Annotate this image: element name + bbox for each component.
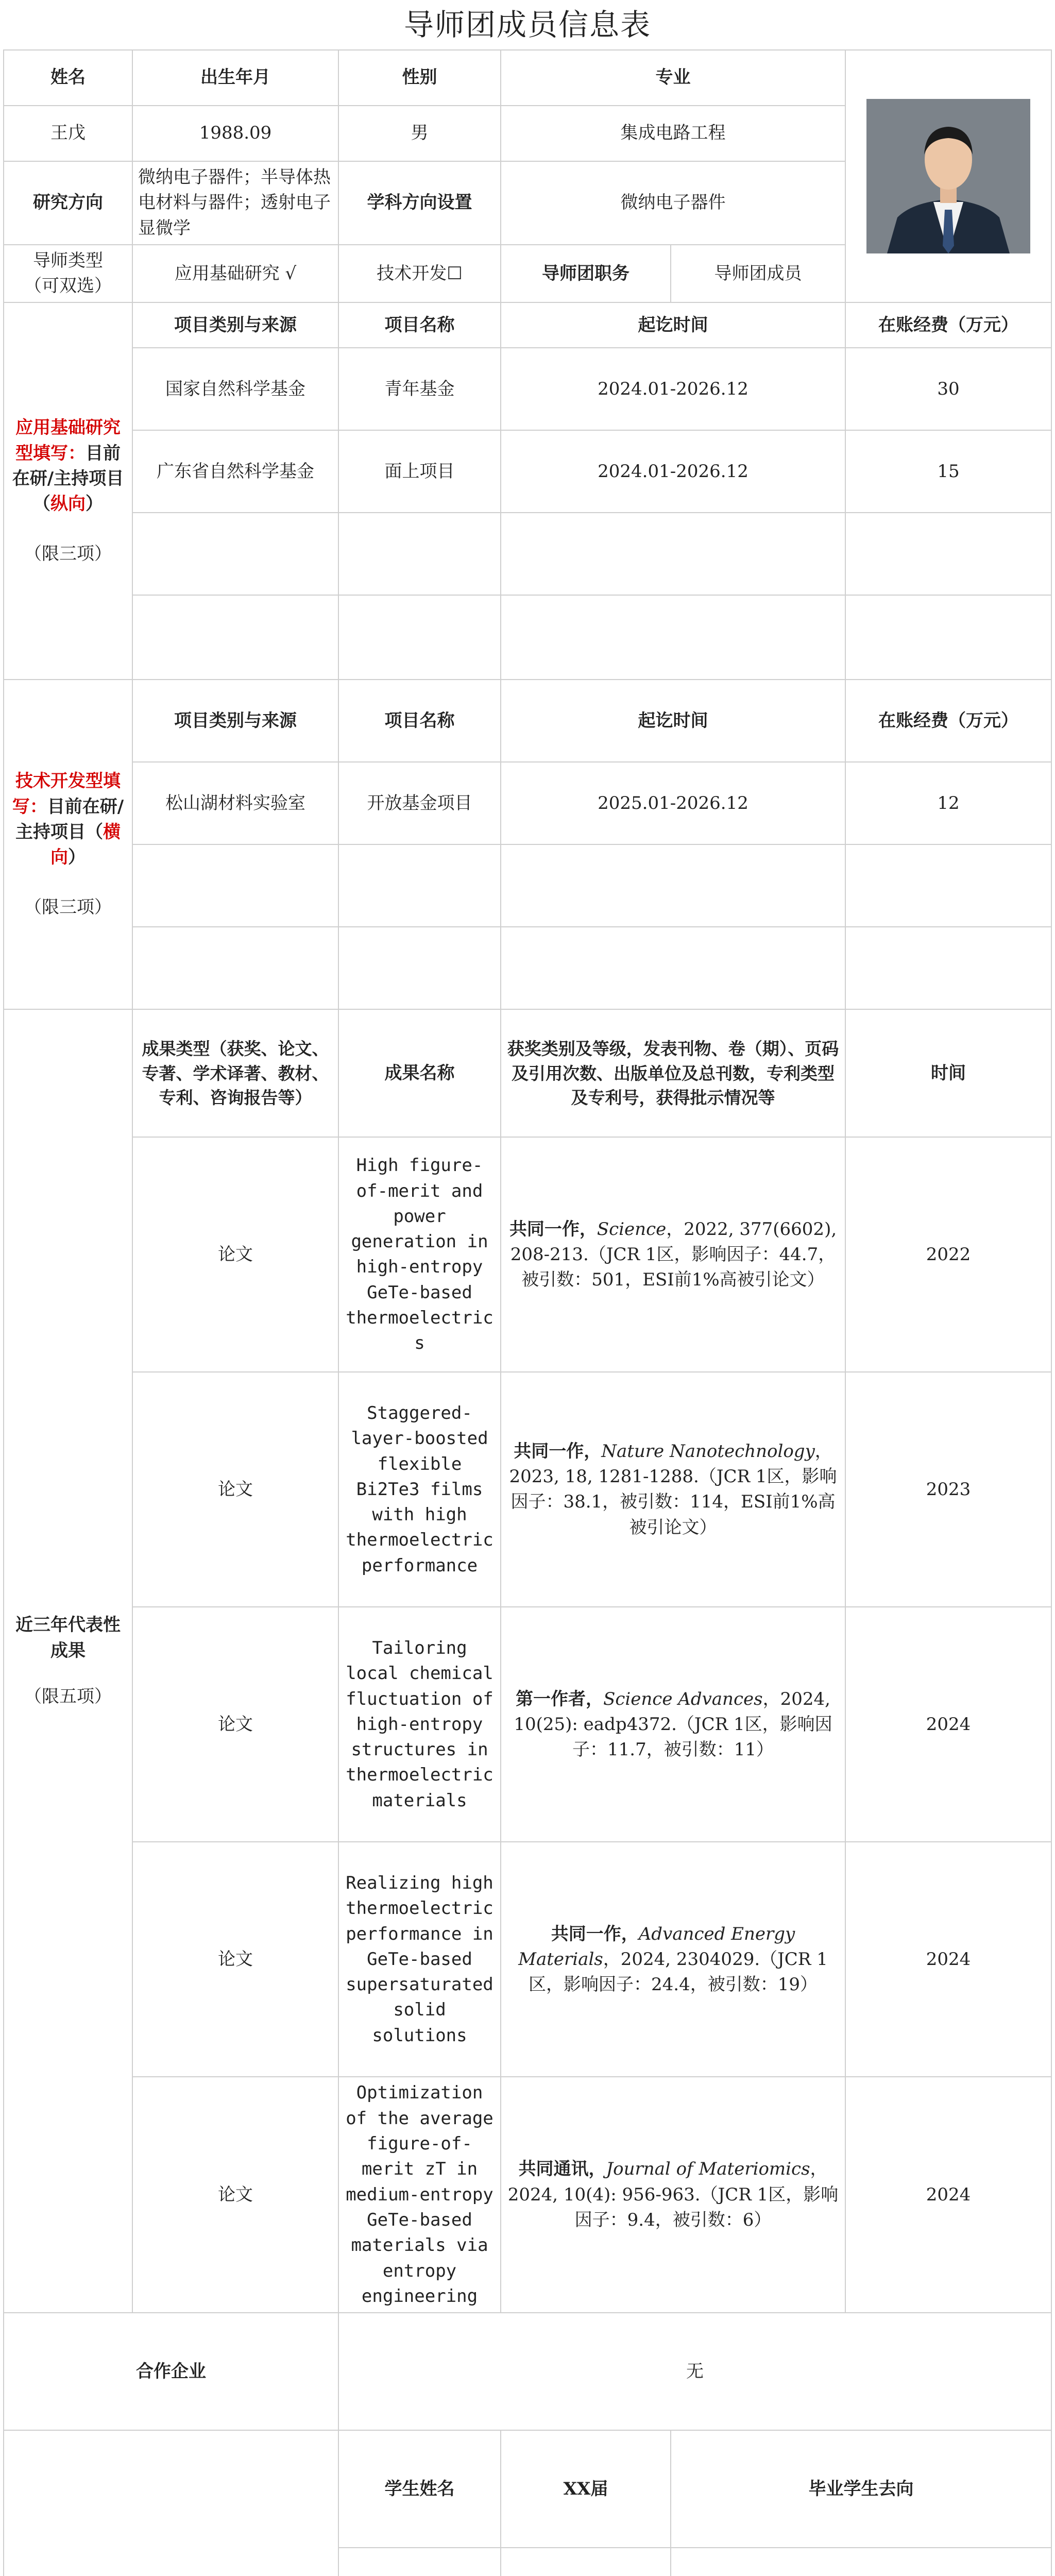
partner-label: 合作企业: [4, 2313, 338, 2430]
vertical-row-period: 2024.01-2026.12: [501, 348, 845, 430]
achievement-role: 共同一作，: [551, 1923, 639, 1944]
horizontal-row-name: [338, 844, 501, 927]
graduates-header-destination: 毕业学生去向: [671, 2430, 1051, 2548]
horizontal-limit: （限三项）: [24, 897, 112, 918]
vertical-limit: （限三项）: [24, 544, 112, 565]
vertical-row-period: [501, 513, 845, 595]
vertical-row-source: 国家自然科学基金: [132, 348, 338, 430]
achievement-journal: Journal of Materiomics: [606, 2159, 810, 2180]
horizontal-row-period: [501, 927, 845, 1009]
achievement-role: 第一作者，: [516, 1688, 604, 1709]
achievement-citation: [501, 1372, 845, 1607]
vertical-row-source: [132, 513, 338, 595]
horizontal-projects-label: [4, 680, 132, 1009]
page-title: 导师团成员信息表: [403, 7, 651, 42]
vertical-header-period: 起讫时间: [501, 302, 845, 348]
birth-label: 出生年月: [132, 50, 338, 106]
team-role-label: 导师团职务: [501, 245, 671, 303]
research-value: 微纳电子器件；半导体热电材料与器件；透射电子显微学: [132, 161, 338, 245]
achievement-header-name: 成果名称: [338, 1009, 501, 1137]
achievement-type: 论文: [132, 1607, 338, 1842]
vertical-header-name: 项目名称: [338, 302, 501, 348]
achievement-journal: Nature Nanotechnology: [601, 1440, 815, 1462]
achievement-type: 论文: [132, 1372, 338, 1607]
vertical-row-name: 青年基金: [338, 348, 501, 430]
achievement-year: 2023: [845, 1372, 1051, 1607]
horizontal-row-funds: [845, 844, 1051, 927]
vertical-row-source: [132, 595, 338, 680]
portrait-photo: [866, 99, 1030, 253]
gender-value: 男: [338, 106, 501, 161]
vertical-row-name: 面上项目: [338, 430, 501, 513]
graduate-name: [338, 2548, 501, 2576]
achievements-label-text: 近三年代表性成果: [15, 1615, 121, 1661]
graduates-header-class: XX届: [501, 2430, 671, 2548]
horizontal-row-source: [132, 844, 338, 927]
achievement-citation: [501, 1137, 845, 1372]
achievement-header-year: 时间: [845, 1009, 1051, 1137]
horizontal-header-source: 项目类别与来源: [132, 680, 338, 762]
horizontal-row-funds: [845, 927, 1051, 1009]
graduates-header-name: 学生姓名: [338, 2430, 501, 2548]
vertical-row-name: [338, 595, 501, 680]
horizontal-label-red: 技术开发型填写：: [12, 771, 121, 817]
vertical-header-source: 项目类别与来源: [132, 302, 338, 348]
achievements-limit: （限五项）: [24, 1686, 112, 1707]
mentor-type-label-text: 导师类型: [33, 250, 103, 271]
achievement-title: Staggered-layer-boosted flexible Bi2Te3 films with high thermoelectric performance: [338, 1372, 501, 1607]
achievement-role: 共同一作，: [514, 1440, 602, 1462]
horizontal-row-source: 松山湖材料实验室: [132, 762, 338, 844]
portrait-illustration: [866, 99, 1030, 253]
vertical-row-funds: 15: [845, 430, 1051, 513]
graduates-label: [4, 2430, 338, 2576]
horizontal-label-red2: 横向: [50, 821, 121, 868]
achievement-header-type: 成果类型（获奖、论文、专著、学术译著、教材、专利、咨询报告等）: [132, 1009, 338, 1137]
achievements-label: [4, 1009, 132, 2313]
major-label: 专业: [501, 50, 845, 106]
achievement-journal: Science Advances: [603, 1688, 763, 1709]
achievement-year: 2024: [845, 2077, 1051, 2313]
achievement-detail: ，2022, 377(6602), 208-213.（JCR 1区，影响因子：44.7，被引数：501，ESI前1%高被引论文）: [510, 1218, 837, 1291]
vertical-row-source: 广东省自然科学基金: [132, 430, 338, 513]
info-form-table: [3, 49, 1052, 2576]
vertical-row-name: [338, 513, 501, 595]
achievement-title: Tailoring local chemical fluctuation of high-entropy structures in thermoelectric materials: [338, 1607, 501, 1842]
vertical-row-funds: 30: [845, 348, 1051, 430]
vertical-label-black1: 目前在研/主持项目（: [12, 443, 124, 515]
research-label: 研究方向: [4, 161, 132, 245]
achievement-role: 共同通讯，: [518, 2159, 606, 2180]
achievement-type: 论文: [132, 1137, 338, 1372]
vertical-row-period: [501, 595, 845, 680]
name-label: 姓名: [4, 50, 132, 106]
discipline-label: 学科方向设置: [338, 161, 501, 245]
mentor-type-note: （可双选）: [24, 276, 112, 297]
achievement-detail: ，2023, 18, 1281-1288.（JCR 1区，影响因子：38.1，被引数：114，ESI前1%高被引论文）: [509, 1440, 837, 1538]
achievement-year: 2024: [845, 1842, 1051, 2077]
partner-value: 无: [338, 2313, 1051, 2430]
achievement-type: 论文: [132, 1842, 338, 2077]
achievement-detail: ，2024, 10(25): eadp4372.（JCR 1区，影响因子：11.7，被引数：11）: [514, 1688, 832, 1760]
vertical-header-funds: 在账经费（万元）: [845, 302, 1051, 348]
achievement-citation: [501, 1842, 845, 2077]
photo-cell: [845, 50, 1051, 302]
achievement-title: Optimization of the average figure-of-merit zT in medium-entropy GeTe-based materials via entropy engineering: [338, 2077, 501, 2313]
horizontal-row-funds: 12: [845, 762, 1051, 844]
team-role-value: 导师团成员: [671, 245, 845, 303]
achievement-detail: ，2024, 10(4): 956-963.（JCR 1区，影响因子：9.4，被引数：6）: [507, 2159, 839, 2230]
horizontal-label-black2: ）: [68, 847, 86, 868]
horizontal-header-name: 项目名称: [338, 680, 501, 762]
gender-label: 性别: [338, 50, 501, 106]
achievement-journal: Science: [597, 1218, 667, 1240]
achievement-year: 2022: [845, 1137, 1051, 1372]
achievement-year: 2024: [845, 1607, 1051, 1842]
achievement-type: 论文: [132, 2077, 338, 2313]
vertical-label-black2: ）: [86, 494, 103, 515]
achievement-detail: ，2024, 2304029.（JCR 1区，影响因子：24.4，被引数：19）: [529, 1948, 828, 1995]
horizontal-header-period: 起讫时间: [501, 680, 845, 762]
achievement-role: 共同一作，: [509, 1218, 597, 1240]
major-value: 集成电路工程: [501, 106, 845, 161]
achievement-citation: [501, 2077, 845, 2313]
graduate-destination: [671, 2548, 1051, 2576]
horizontal-header-funds: 在账经费（万元）: [845, 680, 1051, 762]
vertical-row-funds: [845, 595, 1051, 680]
vertical-row-funds: [845, 513, 1051, 595]
graduate-class: [501, 2548, 671, 2576]
horizontal-row-name: [338, 927, 501, 1009]
achievement-journal: Advanced Energy Materials: [518, 1923, 795, 1970]
vertical-label-red2: 纵向: [50, 494, 86, 515]
horizontal-row-period: [501, 844, 845, 927]
discipline-value: 微纳电子器件: [501, 161, 845, 245]
vertical-row-period: 2024.01-2026.12: [501, 430, 845, 513]
mentor-type-label: [4, 245, 132, 303]
name-value: 王戊: [4, 106, 132, 161]
achievement-title: High figure-of-merit and power generation in high-entropy GeTe-based thermoelectrics: [338, 1137, 501, 1372]
achievement-header-detail: 获奖类别及等级，发表刊物、卷（期）、页码及引用次数、出版单位及总刊数，专利类型及专利号，获得批示情况等: [501, 1009, 845, 1137]
achievement-title: Realizing high thermoelectric performance in GeTe-based supersaturated solid solutions: [338, 1842, 501, 2077]
horizontal-row-period: 2025.01-2026.12: [501, 762, 845, 844]
mentor-type-dev[interactable]: 技术开发☐: [338, 245, 501, 303]
horizontal-row-name: 开放基金项目: [338, 762, 501, 844]
birth-value: 1988.09: [132, 106, 338, 161]
vertical-projects-label: [4, 302, 132, 680]
vertical-label-red: 应用基础研究型填写：: [15, 417, 121, 464]
achievement-citation: [501, 1607, 845, 1842]
mentor-type-basic[interactable]: 应用基础研究 √: [132, 245, 338, 303]
horizontal-row-source: [132, 927, 338, 1009]
horizontal-label-black1: 目前在研/主持项目（: [15, 796, 124, 842]
